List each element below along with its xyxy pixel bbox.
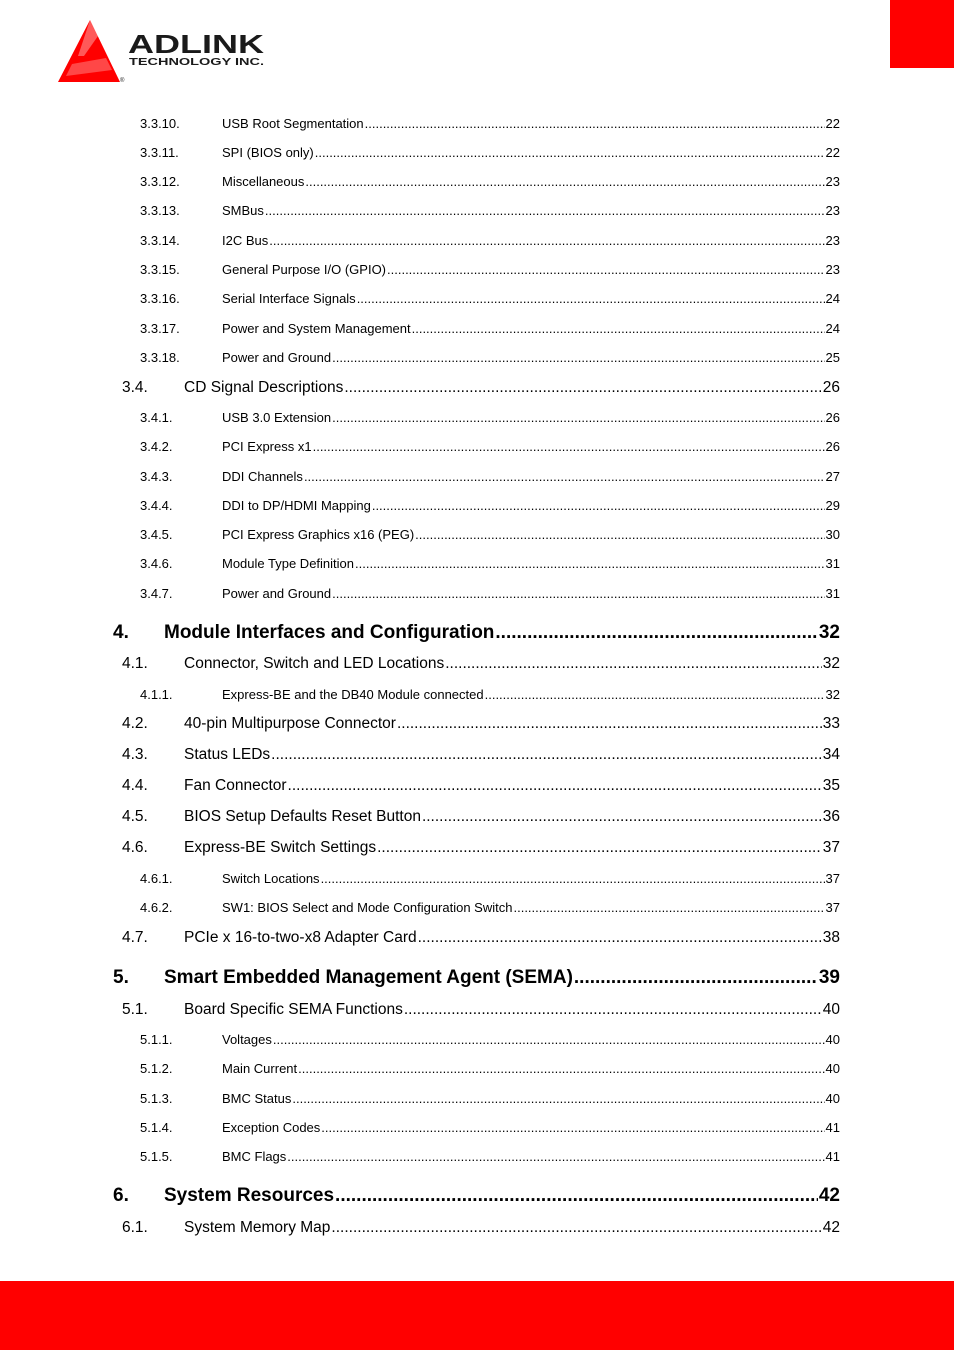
toc-dot-leader xyxy=(574,968,818,987)
toc-entry-title: SMBus xyxy=(222,203,264,219)
toc-entry-title: Board Specific SEMA Functions xyxy=(184,1000,403,1018)
toc-entry-4-1-1[interactable] xyxy=(140,688,840,701)
toc-entry-page: 31 xyxy=(825,585,840,601)
toc-entry-title: Exception Codes xyxy=(222,1119,321,1135)
toc-entry-page: 31 xyxy=(825,556,840,572)
toc-entry-3-3-17[interactable] xyxy=(140,322,840,335)
toc-entry-page: 38 xyxy=(822,928,840,946)
toc-entry-title: PCIe x 16-to-two-x8 Adapter Card xyxy=(184,928,417,946)
toc-entry-page: 30 xyxy=(825,527,840,543)
toc-entry-number: 5.1.4. xyxy=(140,1119,173,1135)
toc-entry-5-1[interactable] xyxy=(122,1002,840,1018)
toc-entry-5[interactable] xyxy=(113,968,840,987)
toc-entry-page: 36 xyxy=(822,808,840,826)
toc-entry-number: 6.1. xyxy=(122,1218,148,1236)
toc-entry-3-4-3[interactable] xyxy=(140,470,840,483)
toc-entry-number: 3.4. xyxy=(122,378,148,396)
toc-dot-leader xyxy=(335,1186,818,1205)
toc-entry-number: 3.3.16. xyxy=(140,291,180,307)
toc-entry-page: 37 xyxy=(825,900,840,915)
toc-entry-page: 40 xyxy=(825,1032,840,1047)
toc-entry-4-7[interactable] xyxy=(122,930,840,946)
toc-entry-page: 24 xyxy=(825,291,840,307)
toc-entry-title: SW1: BIOS Select and Mode Configuration Switch xyxy=(222,900,513,915)
toc-entry-page: 32 xyxy=(822,655,840,673)
toc-entry-3-3-12[interactable] xyxy=(140,175,840,188)
toc-dot-leader xyxy=(415,528,824,541)
toc-dot-leader xyxy=(304,470,825,483)
toc-entry-title: Express-BE Switch Settings xyxy=(184,839,377,857)
toc-dot-leader xyxy=(287,1150,824,1163)
toc-entry-title: General Purpose I/O (GPIO) xyxy=(222,262,387,277)
toc-entry-number: 5.1.2. xyxy=(140,1061,173,1077)
toc-dot-leader xyxy=(485,688,825,701)
toc-entry-title: SPI (BIOS only) xyxy=(222,144,314,160)
toc-dot-leader xyxy=(265,204,825,217)
toc-entry-5-1-3[interactable] xyxy=(140,1092,840,1105)
toc-entry-title: Module Interfaces and Configuration xyxy=(164,621,495,643)
toc-entry-title: System Memory Map xyxy=(184,1218,331,1236)
toc-entry-title: Module Type Definition xyxy=(222,556,355,572)
toc-entry-title: BMC Status xyxy=(222,1090,292,1106)
toc-entry-page: 22 xyxy=(825,115,840,131)
toc-entry-page: 26 xyxy=(822,378,840,396)
toc-entry-number: 3.4.6. xyxy=(140,556,173,572)
toc-entry-number: 4.1.1. xyxy=(140,686,173,702)
toc-entry-title: Main Current xyxy=(222,1061,298,1077)
toc-entry-number: 3.4.4. xyxy=(140,497,173,513)
toc-entry-4-2[interactable] xyxy=(122,716,840,732)
toc-entry-number: 3.3.17. xyxy=(140,320,180,336)
toc-entry-number: 5.1. xyxy=(122,1000,148,1018)
toc-entry-title: Express-BE and the DB40 Module connected xyxy=(222,686,484,702)
toc-entry-page: 23 xyxy=(825,174,840,190)
toc-entry-title: CD Signal Descriptions xyxy=(184,378,344,396)
toc-entry-page: 33 xyxy=(822,715,840,733)
toc-entry-5-1-5[interactable] xyxy=(140,1150,840,1163)
toc-entry-number: 4.3. xyxy=(122,746,148,764)
toc-entry-page: 41 xyxy=(825,1119,840,1135)
toc-entry-3-3-15[interactable] xyxy=(140,263,840,276)
toc-dot-leader xyxy=(313,440,825,453)
toc-entry-number: 5. xyxy=(113,967,129,988)
toc-entry-page: 40 xyxy=(825,1061,840,1077)
toc-entry-page: 29 xyxy=(825,497,840,513)
toc-entry-title: PCI Express Graphics x16 (PEG) xyxy=(222,527,415,543)
toc-entry-3-3-18[interactable] xyxy=(140,351,840,364)
toc-entry-3-3-16[interactable] xyxy=(140,292,840,305)
toc-entry-page: 26 xyxy=(825,439,840,455)
toc-entry-page: 39 xyxy=(818,967,840,988)
toc-entry-number: 5.1.3. xyxy=(140,1090,173,1106)
toc-entry-4[interactable] xyxy=(113,623,840,642)
toc-dot-leader xyxy=(445,656,822,672)
toc-entry-page: 26 xyxy=(825,409,840,425)
toc-entry-page: 41 xyxy=(825,1149,840,1165)
toc-entry-page: 23 xyxy=(825,232,840,248)
toc-entry-title: BIOS Setup Defaults Reset Button xyxy=(184,808,421,826)
toc-entry-number: 4.6. xyxy=(122,839,148,857)
toc-entry-page: 24 xyxy=(825,320,840,336)
toc-entry-title: System Resources xyxy=(164,1185,335,1207)
toc-entry-page: 23 xyxy=(825,203,840,219)
toc-entry-number: 3.4.1. xyxy=(140,409,173,425)
toc-dot-leader xyxy=(332,411,824,424)
toc-dot-leader xyxy=(344,380,821,396)
toc-dot-leader xyxy=(298,1062,824,1075)
toc-entry-number: 4.2. xyxy=(122,715,148,733)
toc-dot-leader xyxy=(321,1121,824,1134)
toc-dot-leader xyxy=(397,716,822,732)
toc-dot-leader xyxy=(271,747,822,763)
toc-dot-leader xyxy=(331,1220,821,1236)
toc-entry-number: 3.4.7. xyxy=(140,585,173,601)
toc-entry-title: Fan Connector xyxy=(184,777,287,795)
toc-entry-title: USB 3.0 Extension xyxy=(222,409,332,425)
toc-dot-leader xyxy=(321,872,825,885)
toc-entry-number: 3.3.11. xyxy=(140,144,179,160)
toc-entry-4-1[interactable] xyxy=(122,656,840,672)
toc-entry-number: 3.4.3. xyxy=(140,468,173,484)
toc-entry-3-4-5[interactable] xyxy=(140,528,840,541)
toc-entry-number: 4.4. xyxy=(122,777,148,795)
toc-dot-leader xyxy=(292,1092,824,1105)
toc-entry-number: 5.1.5. xyxy=(140,1149,173,1165)
toc-entry-title: Serial Interface Signals xyxy=(222,291,356,307)
toc-entry-3-3-13[interactable] xyxy=(140,204,840,217)
toc-entry-4-5[interactable] xyxy=(122,809,840,825)
toc-dot-leader xyxy=(412,322,825,335)
toc-entry-number: 4.7. xyxy=(122,928,148,946)
logo-tagline-text: TECHNOLOGY INC. xyxy=(129,57,265,68)
toc-entry-page: 42 xyxy=(822,1218,840,1236)
toc-entry-3-4-6[interactable] xyxy=(140,557,840,570)
toc-entry-number: 5.1.1. xyxy=(140,1032,173,1047)
toc-entry-number: 4.6.1. xyxy=(140,870,173,886)
toc-dot-leader xyxy=(372,499,825,512)
toc-entry-number: 3.3.10. xyxy=(140,115,180,131)
toc-entry-3-4[interactable] xyxy=(122,380,840,396)
toc-dot-leader xyxy=(332,587,824,600)
toc-entry-page: 37 xyxy=(825,870,840,886)
toc-entry-3-4-4[interactable] xyxy=(140,499,840,512)
toc-entry-title: Power and Ground xyxy=(222,349,332,365)
toc-dot-leader xyxy=(404,1002,822,1018)
toc-entry-number: 3.4.5. xyxy=(140,527,173,543)
toc-entry-title: BMC Flags xyxy=(222,1149,287,1165)
toc-entry-3-3-10[interactable] xyxy=(140,117,840,130)
toc-dot-leader xyxy=(332,351,824,364)
toc-entry-5-1-2[interactable] xyxy=(140,1062,840,1075)
toc-dot-leader xyxy=(269,234,824,247)
toc-entry-title: I2C Bus xyxy=(222,232,269,248)
toc-entry-3-4-1[interactable] xyxy=(140,411,840,424)
toc-dot-leader xyxy=(288,778,822,794)
toc-dot-leader xyxy=(418,930,822,946)
toc-entry-number: 4.6.2. xyxy=(140,900,173,915)
toc-entry-4-4[interactable] xyxy=(122,778,840,794)
toc-entry-number: 3.3.13. xyxy=(140,203,180,219)
toc-entry-5-1-4[interactable] xyxy=(140,1121,840,1134)
toc-entry-title: USB Root Segmentation xyxy=(222,115,364,131)
toc-entry-number: 3.3.18. xyxy=(140,349,180,365)
logo-registered-mark: ® xyxy=(120,78,125,84)
toc-entry-page: 35 xyxy=(822,777,840,795)
toc-entry-title: Miscellaneous xyxy=(222,174,305,190)
toc-entry-3-3-11[interactable] xyxy=(140,146,840,159)
toc-entry-number: 6. xyxy=(113,1185,129,1207)
toc-entry-5-1-1[interactable] xyxy=(140,1033,840,1046)
toc-entry-number: 3.3.15. xyxy=(140,262,180,277)
toc-entry-number: 4.1. xyxy=(122,655,148,673)
toc-dot-leader xyxy=(365,117,825,130)
toc-entry-3-4-7[interactable] xyxy=(140,587,840,600)
toc-dot-leader xyxy=(513,901,824,914)
toc-entry-number: 4.5. xyxy=(122,808,148,826)
toc-dot-leader xyxy=(273,1033,825,1046)
toc-entry-title: Switch Locations xyxy=(222,870,320,886)
toc-entry-page: 25 xyxy=(825,349,840,365)
toc-entry-title: Power and System Management xyxy=(222,320,411,336)
toc-entry-page: 32 xyxy=(825,686,840,702)
toc-entry-title: Status LEDs xyxy=(184,746,271,764)
toc-entry-4-6-2[interactable] xyxy=(140,901,840,914)
toc-entry-title: 40-pin Multipurpose Connector xyxy=(184,715,396,733)
toc-dot-leader xyxy=(377,840,822,856)
toc-entry-4-6[interactable] xyxy=(122,840,840,856)
toc-entry-3-3-14[interactable] xyxy=(140,234,840,247)
toc-entry-6[interactable] xyxy=(113,1186,840,1205)
toc-entry-number: 3.4.2. xyxy=(140,439,173,455)
toc-dot-leader xyxy=(422,809,822,825)
toc-entry-page: 42 xyxy=(818,1185,840,1207)
toc-dot-leader xyxy=(495,623,817,642)
toc-entry-page: 37 xyxy=(822,839,840,857)
footer-bar xyxy=(0,1281,954,1350)
toc-entry-page: 27 xyxy=(825,468,840,484)
toc-entry-title: Power and Ground xyxy=(222,585,332,601)
logo-brand-text: ADLINK xyxy=(128,29,265,59)
toc-entry-6-1[interactable] xyxy=(122,1220,840,1236)
toc-dot-leader xyxy=(315,146,825,159)
toc-dot-leader xyxy=(355,557,825,570)
toc-entry-4-6-1[interactable] xyxy=(140,872,840,885)
toc-entry-page: 40 xyxy=(822,1000,840,1018)
toc-entry-title: Connector, Switch and LED Locations xyxy=(184,655,445,673)
toc-dot-leader xyxy=(387,263,825,276)
toc-entry-title: DDI to DP/HDMI Mapping xyxy=(222,497,371,513)
toc-entry-page: 23 xyxy=(825,262,840,277)
toc-entry-number: 3.3.12. xyxy=(140,174,180,190)
toc-entry-title: Voltages xyxy=(222,1032,272,1047)
toc-entry-page: 40 xyxy=(825,1090,840,1106)
toc-entry-page: 32 xyxy=(818,621,840,643)
toc-dot-leader xyxy=(357,292,825,305)
toc-entry-title: DDI Channels xyxy=(222,468,303,484)
toc-entry-number: 4. xyxy=(113,621,129,643)
toc-entry-title: Smart Embedded Management Agent (SEMA) xyxy=(164,967,573,988)
toc-entry-page: 34 xyxy=(822,746,840,764)
toc-entry-page: 22 xyxy=(825,144,840,160)
toc-entry-3-4-2[interactable] xyxy=(140,440,840,453)
toc-entry-number: 3.3.14. xyxy=(140,232,180,248)
toc-entry-4-3[interactable] xyxy=(122,747,840,763)
toc-entry-title: PCI Express x1 xyxy=(222,439,312,455)
toc-dot-leader xyxy=(305,175,824,188)
